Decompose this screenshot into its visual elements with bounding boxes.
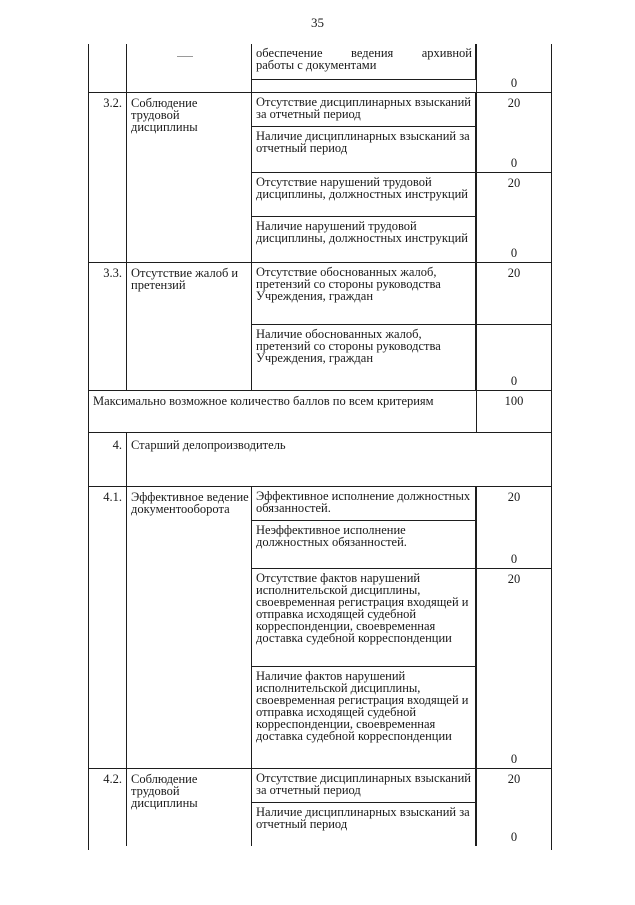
section-title: Старший делопроизводитель <box>126 432 551 486</box>
score-value: 20 <box>507 572 521 586</box>
indicator-text: Отсутствие дисциплинарных взысканий за отчетный период <box>256 95 471 121</box>
indicator-cell <box>251 486 476 568</box>
max-score-value: 100 <box>504 394 524 408</box>
indicator-box <box>252 217 476 262</box>
indicator-text: Наличие нарушений трудовой дисциплины, должностных инструкций <box>256 219 468 245</box>
score-value: 20 <box>507 96 521 110</box>
continued-indicator-cell <box>251 44 476 92</box>
indicator-text: Отсутствие нарушений трудовой дисциплины, должностных инструкций <box>256 175 468 201</box>
score-value: 0 <box>510 752 518 766</box>
indicator-text: Наличие фактов нарушений исполнительской дисциплины, своевременная регистрация входящей и отправка исходящей судебной корреспонденции, своевременная доставка судебной корреспонденции <box>256 669 469 743</box>
continued-num-cell <box>89 44 126 92</box>
score-value: 0 <box>510 246 518 260</box>
score-cell <box>476 768 551 846</box>
score-cell <box>476 262 551 324</box>
score-value: 20 <box>507 266 521 280</box>
indicator-text: Отсутствие дисциплинарных взысканий за отчетный период <box>256 771 471 797</box>
row-number: 4.1. <box>89 486 126 768</box>
indicator-box <box>252 667 476 768</box>
indicator-box <box>252 769 476 803</box>
page-number: 35 <box>311 15 324 30</box>
max-score-label: Максимально возможное количество баллов по всем критериям <box>89 390 476 432</box>
indicator-box <box>252 325 476 390</box>
score-value: 0 <box>510 374 518 388</box>
indicator-text: обеспечение ведения архивной <box>256 46 472 60</box>
indicator-box <box>252 521 476 568</box>
indicator-text: работы с документами <box>256 58 377 72</box>
indicator-text: Наличие обоснованных жалоб, претензий со стороны руководства Учреждения, граждан <box>256 327 441 365</box>
score-cell <box>476 486 551 568</box>
indicator-box <box>252 173 476 217</box>
score-value: 0 <box>510 76 518 90</box>
criteria-table <box>88 44 552 850</box>
indicator-box <box>252 803 476 846</box>
indicator-text: Неэффективное исполнение должностных обязанностей. <box>256 523 407 549</box>
indicator-box <box>252 487 476 521</box>
indicator-text: Отсутствие обоснованных жалоб, претензий со стороны руководства Учреждения, граждан <box>256 265 441 303</box>
score-value: 0 <box>510 552 518 566</box>
indicator-cell <box>251 768 476 846</box>
indicator-cell <box>251 92 476 172</box>
score-value: 0 <box>510 830 518 844</box>
row-number: 3.2. <box>89 92 126 262</box>
continued-criterion-cell <box>126 44 251 92</box>
indicator-box <box>252 569 476 667</box>
score-value: 20 <box>507 176 521 190</box>
indicator-cell <box>251 568 476 768</box>
criterion-name: Отсутствие жалоб и претензий <box>126 262 251 390</box>
indicator-text: Наличие дисциплинарных взысканий за отчетный период <box>256 805 470 831</box>
indicator-cell <box>251 324 476 390</box>
indicator-text: Эффективное исполнение должностных обязанностей. <box>256 489 471 515</box>
score-cell <box>476 172 551 262</box>
criterion-name: Соблюдение трудовой дисциплины <box>126 92 251 262</box>
score-value: 20 <box>507 490 521 504</box>
indicator-box <box>252 127 476 172</box>
criterion-name: Соблюдение трудовой дисциплины <box>126 768 251 846</box>
score-cell <box>476 92 551 172</box>
score-cell <box>476 390 551 432</box>
indicator-box <box>252 263 476 324</box>
indicator-box <box>252 93 476 127</box>
score-cell <box>476 568 551 768</box>
score-value: 20 <box>507 772 521 786</box>
indicator-cell <box>251 262 476 324</box>
criterion-name: Эффективное ведение документооборота <box>126 486 251 768</box>
indicator-box <box>252 44 476 80</box>
indicator-cell <box>251 172 476 262</box>
section-number: 4. <box>89 432 126 486</box>
score-cell <box>476 44 551 92</box>
score-value: 0 <box>510 156 518 170</box>
row-number: 3.3. <box>89 262 126 390</box>
indicator-text: Наличие дисциплинарных взысканий за отчетный период <box>256 129 470 155</box>
row-number: 4.2. <box>89 768 126 846</box>
score-cell <box>476 324 551 390</box>
indicator-text: Отсутствие фактов нарушений исполнительской дисциплины, своевременная регистрация входящей и отправка исходящей судебной корреспонденции, своевременная доставка судебной корреспонденции <box>256 571 469 645</box>
dash-mark <box>177 56 193 57</box>
